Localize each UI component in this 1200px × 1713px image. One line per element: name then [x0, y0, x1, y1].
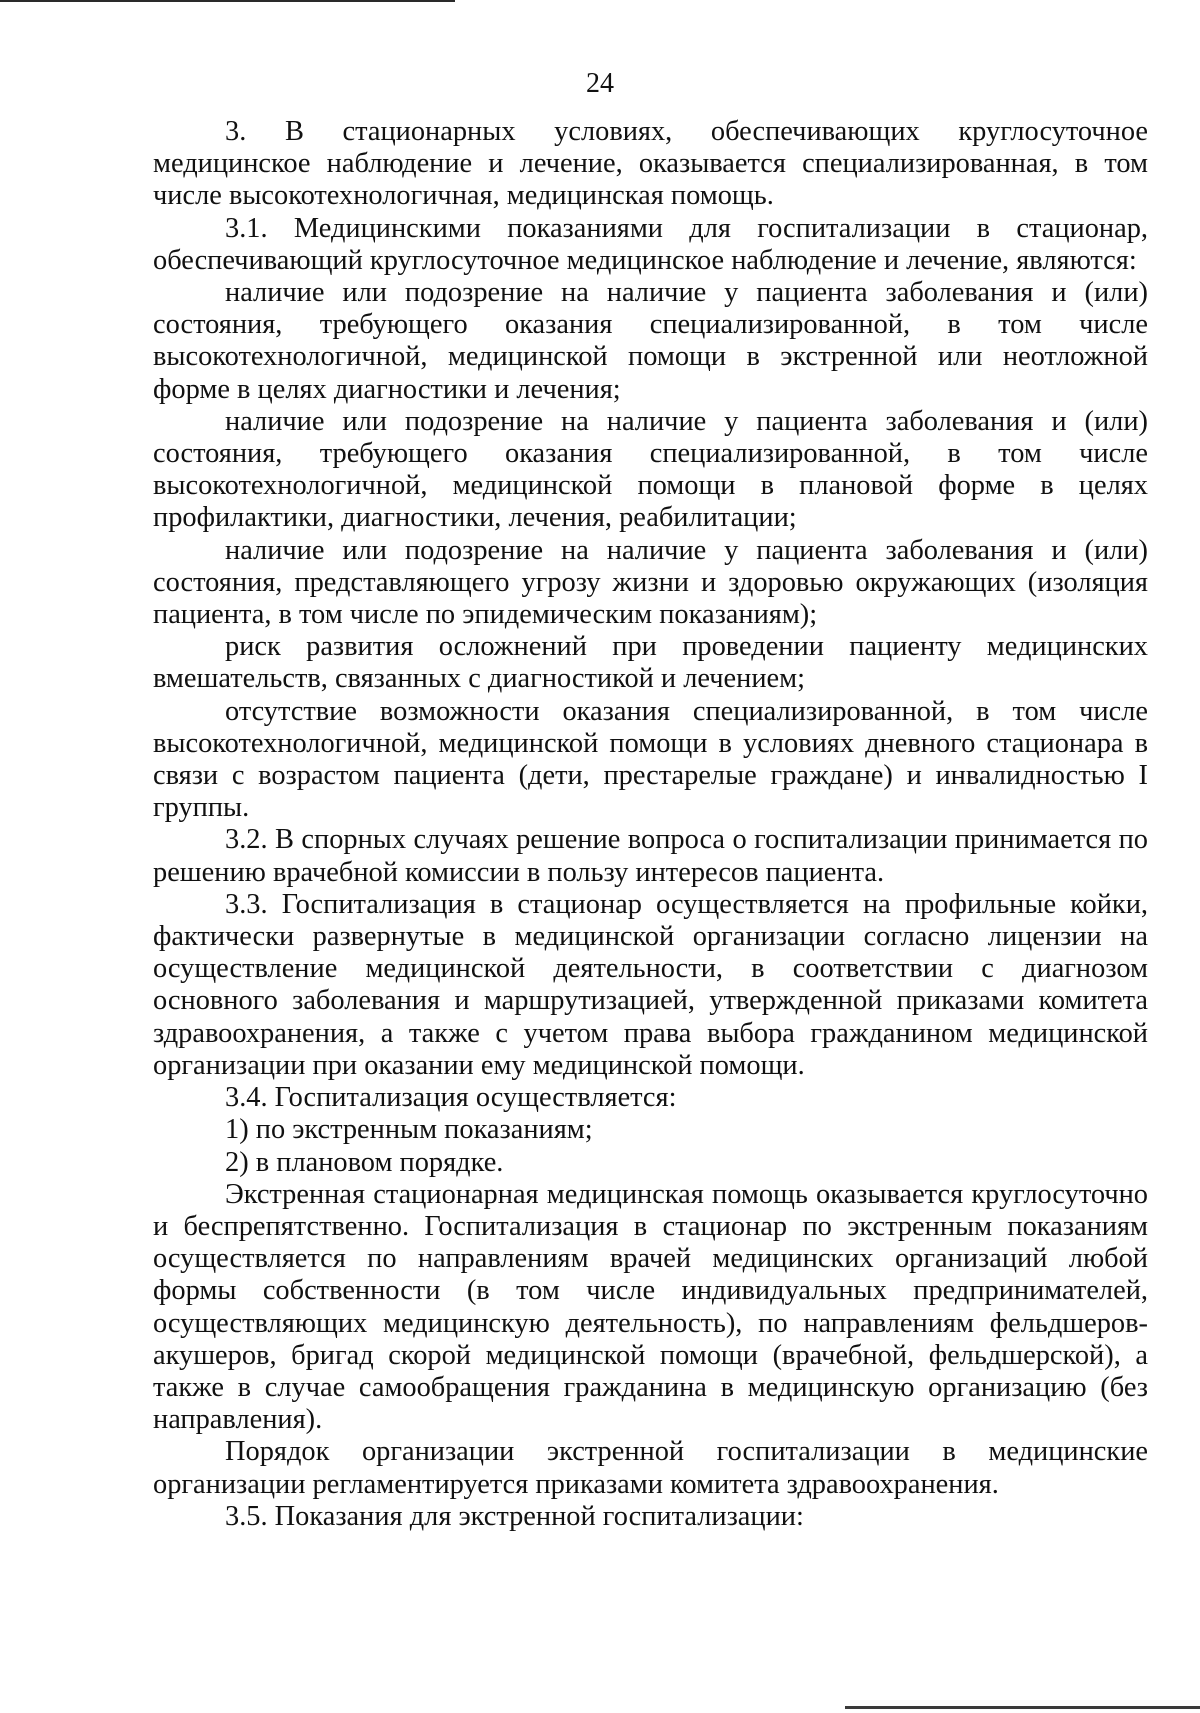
scan-edge-top — [0, 0, 455, 2]
indication-no-day-hospital: отсутствие возможности оказания специализированной, в том числе высокотехнологичной, медицинской помощи в условиях дневного стационара в связи с возрастом пациента (дети, престарелые граждане) и инвалидностью I группы. — [153, 695, 1148, 824]
paragraph-3-3: 3.3. Госпитализация в стационар осуществляется на профильные койки, фактически развернутые в медицинской организации согласно лицензии на осуществление медицинской деятельности, в соответствии с диагнозом основного заболевания и маршрутизацией, утвержденной приказами комитета здравоохранения, а также с учетом права выбора гражданином медицинской организации при оказании ему медицинской помощи. — [153, 888, 1148, 1081]
page-number: 24 — [586, 68, 614, 99]
document-body — [153, 116, 1148, 1533]
list-item-emergency: 1) по экстренным показаниям; — [225, 1114, 593, 1146]
indication-isolation: наличие или подозрение на наличие у пациента заболевания и (или) состояния, представляющего угрозу жизни и здоровью окружающих (изоляция пациента, в том числе по эпидемическим показаниям); — [153, 534, 1148, 631]
paragraph-3-4: 3.4. Госпитализация осуществляется: — [225, 1082, 677, 1114]
indication-planned: наличие или подозрение на наличие у пациента заболевания и (или) состояния, требующего оказания специализированной, в том числе высокотехнологичной, медицинской помощи в плановой форме в целях профилактики, диагностики, лечения, реабилитации; — [153, 405, 1148, 534]
indication-emergency: наличие или подозрение на наличие у пациента заболевания и (или) состояния, требующего оказания специализированной, в том числе высокотехнологичной, медицинской помощи в экстренной или неотложной форме в целях диагностики и лечения; — [153, 277, 1148, 405]
indication-complications: риск развития осложнений при проведении пациенту медицинских вмешательств, связанных с диагностикой и лечением; — [153, 631, 1148, 695]
paragraph-3-2: 3.2. В спорных случаях решение вопроса о госпитализации принимается по решению врачебной комиссии в пользу интересов пациента. — [153, 824, 1148, 888]
list-item-planned: 2) в плановом порядке. — [225, 1146, 504, 1178]
paragraph-emergency-order: Порядок организации экстренной госпитализации в медицинские организации регламентируется приказами комитета здравоохранения. — [153, 1436, 1148, 1500]
paragraph-3: 3. В стационарных условиях, обеспечивающих круглосуточное медицинское наблюдение и лечение, оказывается специализированная, в том числе высокотехнологичная, медицинская помощь. — [153, 116, 1148, 212]
paragraph-3-1: 3.1. Медицинскими показаниями для госпитализации в стационар, обеспечивающий круглосуточное медицинское наблюдение и лечение, являются: — [153, 212, 1148, 276]
paragraph-3-5: 3.5. Показания для экстренной госпитализации: — [225, 1500, 804, 1532]
scan-edge-bottom — [845, 1706, 1200, 1709]
paragraph-emergency-care: Экстренная стационарная медицинская помощь оказывается круглосуточно и беспрепятственно. Госпитализация в стационар по экстренным показаниям осуществляется по направлениям врачей медицинских организаций любой формы собственности (в том числе индивидуальных предпринимателей, осуществляющих медицинскую деятельность), по направлениям фельдшеров-акушеров, бригад скорой медицинской помощи (врачебной, фельдшерской), а также в случае самообращения гражданина в медицинскую организацию (без направления). — [153, 1178, 1148, 1436]
